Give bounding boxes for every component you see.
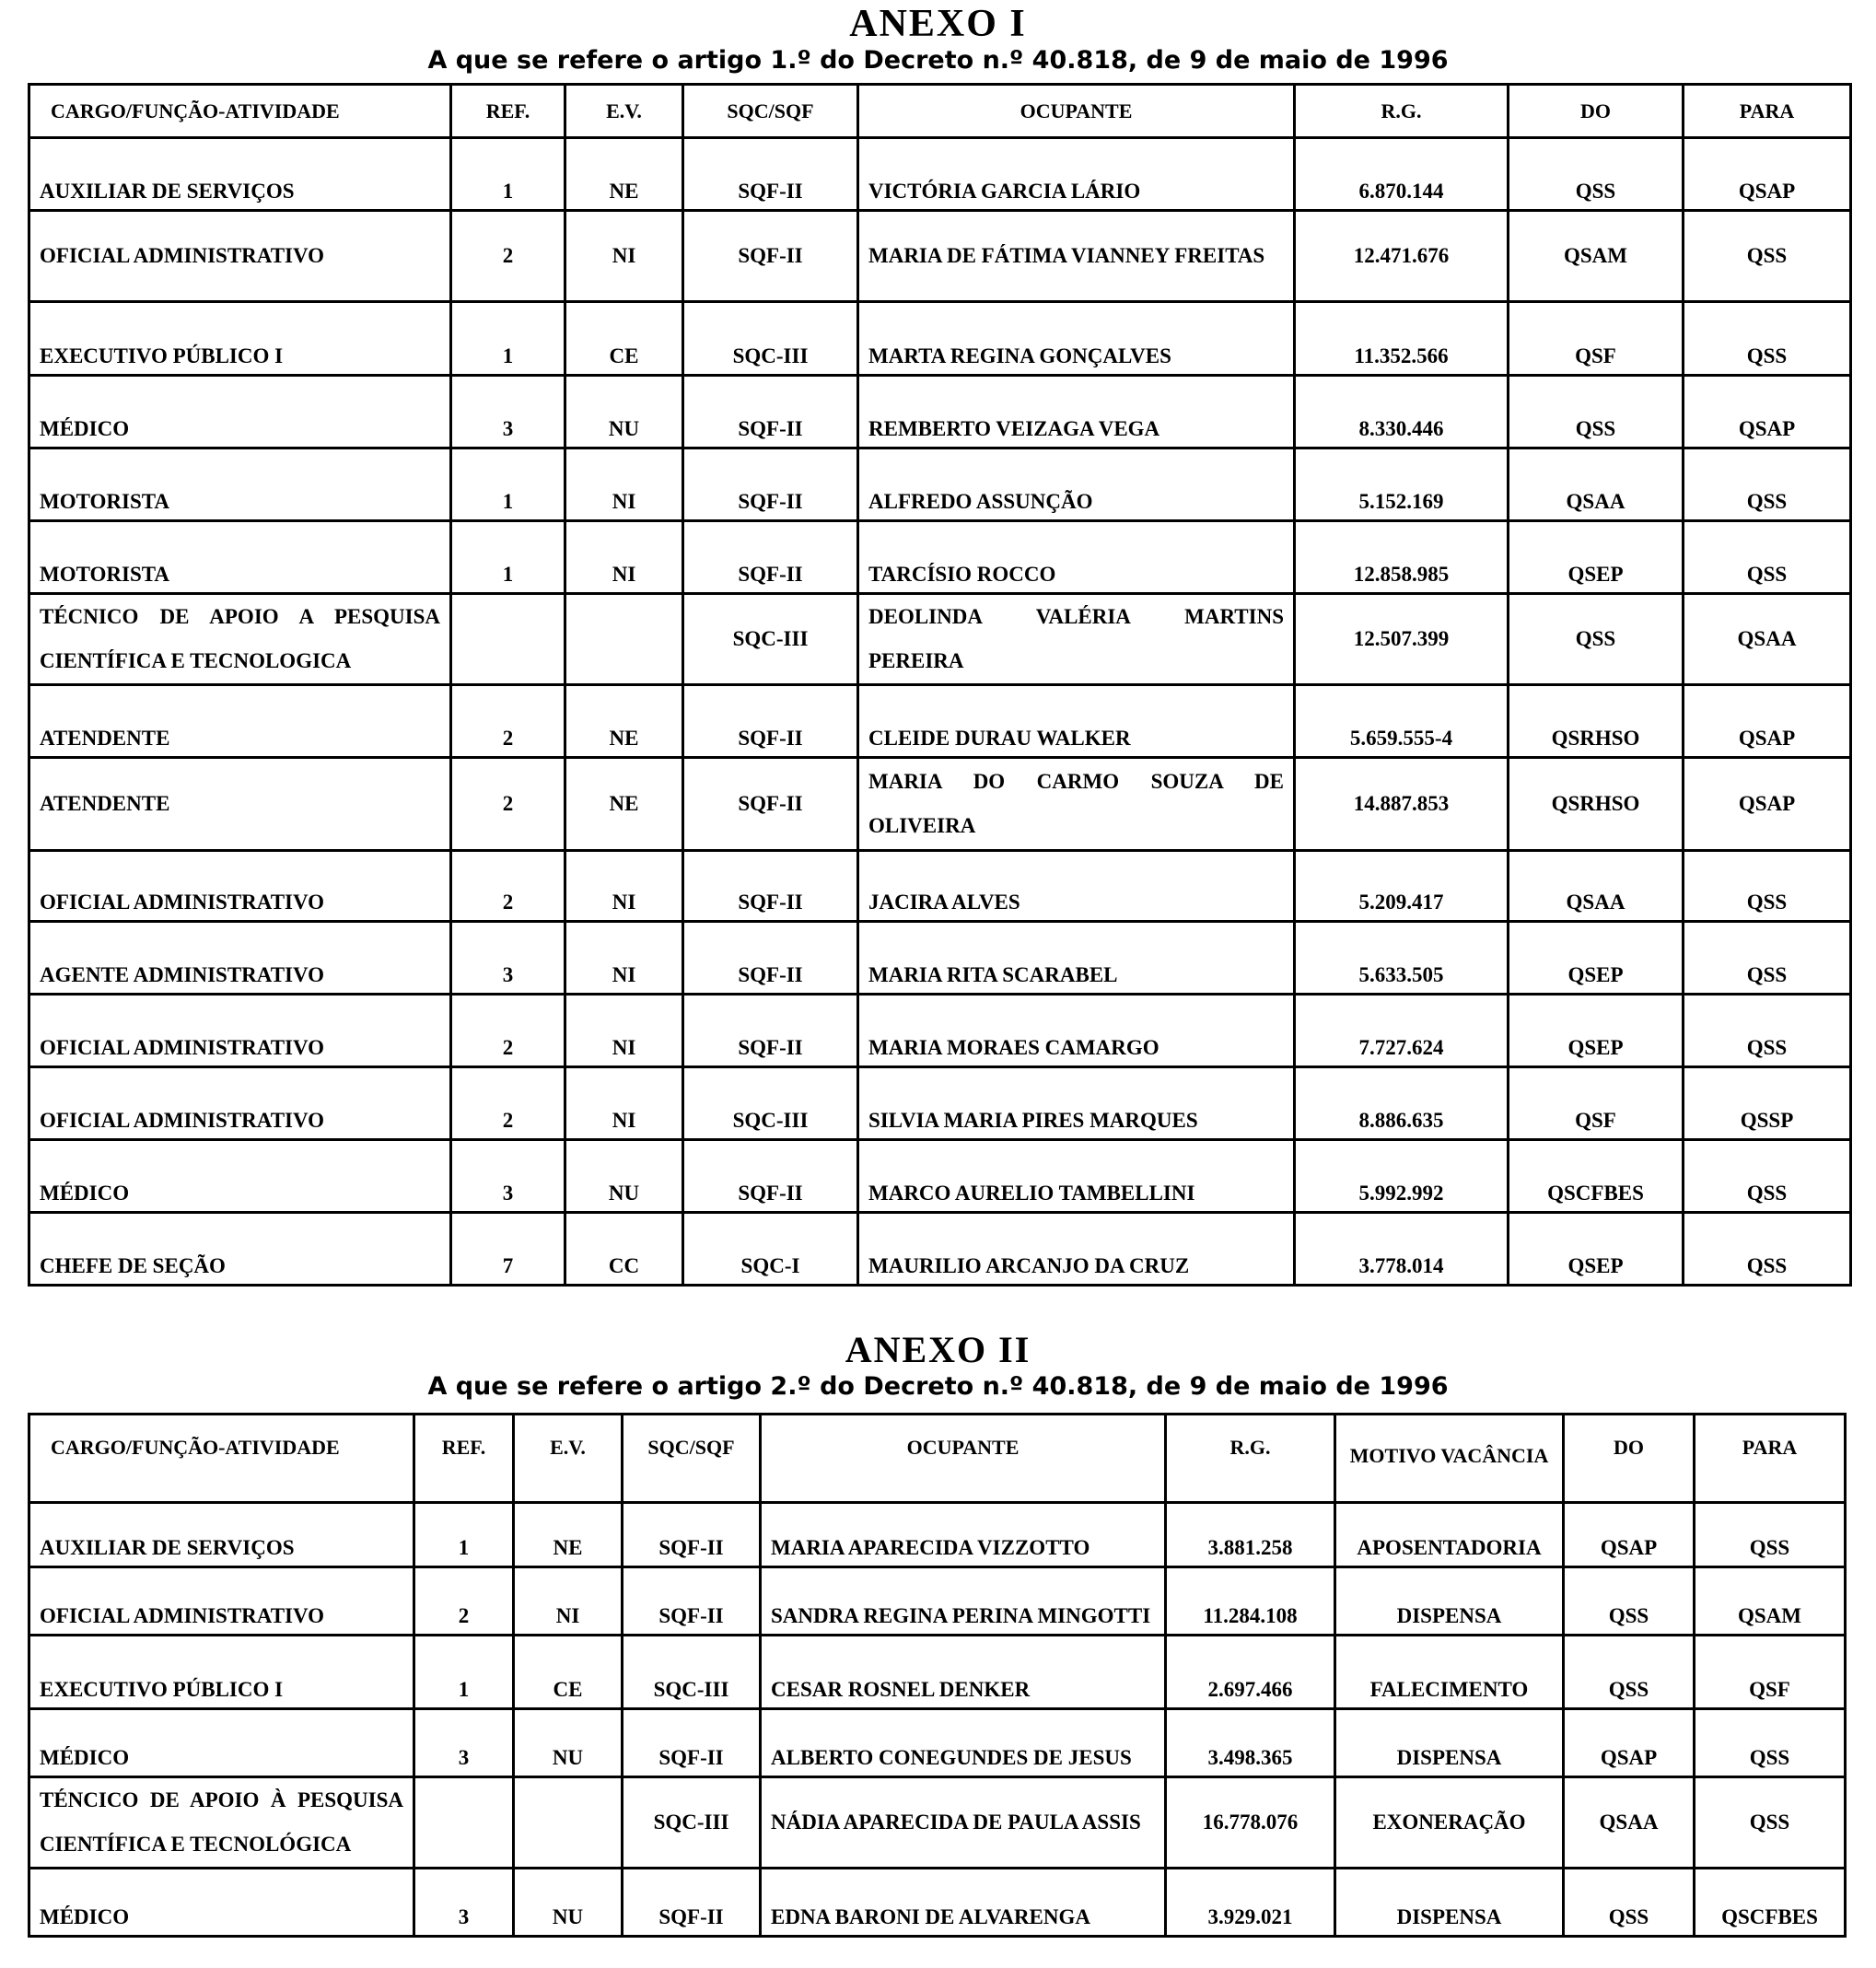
cell-ref: 7 bbox=[451, 1213, 565, 1286]
cell-ev: NI bbox=[565, 851, 683, 922]
cell-rg: 5.633.505 bbox=[1295, 922, 1509, 995]
cell-ref bbox=[414, 1777, 514, 1869]
cell-do: QSRHSO bbox=[1509, 685, 1684, 758]
cell-para: QSS bbox=[1684, 448, 1851, 521]
cell-sqc: SQF-II bbox=[683, 851, 858, 922]
cell-rg: 7.727.624 bbox=[1295, 995, 1509, 1067]
cell-sqc: SQC-III bbox=[623, 1636, 761, 1709]
annex2-table bbox=[28, 1413, 1847, 1938]
cell-ocupante: ALFREDO ASSUNÇÃO bbox=[858, 448, 1295, 521]
header-sqc: SQC/SQF bbox=[683, 85, 858, 138]
cell-sqc: SQF-II bbox=[683, 448, 858, 521]
cell-do: QSAM bbox=[1509, 211, 1684, 302]
cell-ev: NI bbox=[565, 922, 683, 995]
cell-do: QSS bbox=[1564, 1567, 1695, 1636]
cell-cargo: ATENDENTE bbox=[29, 758, 451, 851]
cell-ev bbox=[565, 594, 683, 685]
table-row bbox=[29, 1567, 1846, 1636]
cell-para: QSS bbox=[1684, 851, 1851, 922]
cell-do: QSS bbox=[1564, 1869, 1695, 1937]
cell-sqc: SQC-III bbox=[683, 594, 858, 685]
cell-para: QSCFBES bbox=[1695, 1869, 1846, 1937]
cell-para: QSS bbox=[1684, 1213, 1851, 1286]
cell-cargo: OFICIAL ADMINISTRATIVO bbox=[29, 211, 451, 302]
cell-ev: CC bbox=[565, 1213, 683, 1286]
cell-para: QSAA bbox=[1684, 594, 1851, 685]
cell-para: QSS bbox=[1695, 1503, 1846, 1567]
cell-ocupante: JACIRA ALVES bbox=[858, 851, 1295, 922]
cell-ref: 2 bbox=[451, 685, 565, 758]
cell-ocupante: TARCÍSIO ROCCO bbox=[858, 521, 1295, 594]
annex1-title: ANEXO I bbox=[849, 3, 1027, 45]
cell-rg: 12.471.676 bbox=[1295, 211, 1509, 302]
table-row bbox=[29, 376, 1851, 448]
annex2-title: ANEXO II bbox=[845, 1329, 1031, 1370]
cell-do: QSS bbox=[1509, 138, 1684, 211]
cell-motivo: APOSENTADORIA bbox=[1335, 1503, 1564, 1567]
cell-ocupante: EDNA BARONI DE ALVARENGA bbox=[761, 1869, 1166, 1937]
cell-sqc: SQC-III bbox=[623, 1777, 761, 1869]
cell-rg: 8.330.446 bbox=[1295, 376, 1509, 448]
cell-ev: NU bbox=[514, 1869, 623, 1937]
header-do: DO bbox=[1509, 85, 1684, 138]
cell-para: QSS bbox=[1684, 521, 1851, 594]
cell-ocupante: MARIA MORAES CAMARGO bbox=[858, 995, 1295, 1067]
cell-cargo: MÉDICO bbox=[29, 1140, 451, 1213]
cell-ocupante: MAURILIO ARCANJO DA CRUZ bbox=[858, 1213, 1295, 1286]
cell-ref: 2 bbox=[451, 211, 565, 302]
header-sqc: SQC/SQF bbox=[623, 1415, 761, 1503]
header-ref: REF. bbox=[414, 1415, 514, 1503]
table-row bbox=[29, 1213, 1851, 1286]
header-do: DO bbox=[1564, 1415, 1695, 1503]
cell-ref: 2 bbox=[451, 758, 565, 851]
cell-ocupante: MARTA REGINA GONÇALVES bbox=[858, 302, 1295, 376]
cell-ref: 1 bbox=[414, 1636, 514, 1709]
cell-ev: NE bbox=[565, 685, 683, 758]
cell-para: QSAP bbox=[1684, 758, 1851, 851]
cell-sqc: SQC-III bbox=[683, 302, 858, 376]
annex1-subtitle: A que se refere o artigo 1.º do Decreto n.º 40.818, de 9 de maio de 1996 bbox=[427, 46, 1449, 75]
cell-ocupante: CESAR ROSNEL DENKER bbox=[761, 1636, 1166, 1709]
cell-rg: 5.659.555-4 bbox=[1295, 685, 1509, 758]
cell-ocupante: NÁDIA APARECIDA DE PAULA ASSIS bbox=[761, 1777, 1166, 1869]
table-row bbox=[29, 448, 1851, 521]
cell-ocupante: SILVIA MARIA PIRES MARQUES bbox=[858, 1067, 1295, 1140]
cell-sqc: SQC-III bbox=[683, 1067, 858, 1140]
cell-cargo: AGENTE ADMINISTRATIVO bbox=[29, 922, 451, 995]
cell-para: QSAM bbox=[1695, 1567, 1846, 1636]
cell-ref: 2 bbox=[451, 851, 565, 922]
cell-ev: NU bbox=[565, 1140, 683, 1213]
cell-ev: NI bbox=[565, 995, 683, 1067]
cell-do: QSS bbox=[1509, 594, 1684, 685]
cell-do: QSAA bbox=[1564, 1777, 1695, 1869]
table-row bbox=[29, 1709, 1846, 1777]
cell-para: QSF bbox=[1695, 1636, 1846, 1709]
header-para: PARA bbox=[1695, 1415, 1846, 1503]
cell-do: QSRHSO bbox=[1509, 758, 1684, 851]
header-ocupante: OCUPANTE bbox=[858, 85, 1295, 138]
cell-sqc: SQF-II bbox=[683, 995, 858, 1067]
cell-para: QSAP bbox=[1684, 138, 1851, 211]
cell-do: QSEP bbox=[1509, 1213, 1684, 1286]
annex2-header-row bbox=[29, 1415, 1846, 1503]
cell-cargo: OFICIAL ADMINISTRATIVO bbox=[29, 1567, 414, 1636]
cell-ref: 2 bbox=[451, 1067, 565, 1140]
cell-do: QSF bbox=[1509, 302, 1684, 376]
cell-do: QSF bbox=[1509, 1067, 1684, 1140]
cell-ev: NI bbox=[565, 211, 683, 302]
header-ocupante: OCUPANTE bbox=[761, 1415, 1166, 1503]
cell-ocupante: MARCO AURELIO TAMBELLINI bbox=[858, 1140, 1295, 1213]
cell-ocupante: REMBERTO VEIZAGA VEGA bbox=[858, 376, 1295, 448]
cell-do: QSAA bbox=[1509, 851, 1684, 922]
header-ev: E.V. bbox=[565, 85, 683, 138]
header-rg: R.G. bbox=[1166, 1415, 1335, 1503]
table-row bbox=[29, 1869, 1846, 1937]
table-row bbox=[29, 851, 1851, 922]
cell-ocupante: SANDRA REGINA PERINA MINGOTTI bbox=[761, 1567, 1166, 1636]
cell-ref: 1 bbox=[451, 448, 565, 521]
cell-sqc: SQF-II bbox=[683, 521, 858, 594]
cell-ocupante: DEOLINDA VALÉRIA MARTINS PEREIRA bbox=[858, 594, 1295, 685]
header-cargo: CARGO/FUNÇÃO-ATIVIDADE bbox=[29, 1415, 414, 1503]
cell-ref: 1 bbox=[414, 1503, 514, 1567]
cell-sqc: SQF-II bbox=[623, 1503, 761, 1567]
cell-do: QSCFBES bbox=[1509, 1140, 1684, 1213]
cell-rg: 12.858.985 bbox=[1295, 521, 1509, 594]
header-ev: E.V. bbox=[514, 1415, 623, 1503]
cell-ev: NI bbox=[565, 1067, 683, 1140]
cell-cargo: MÉDICO bbox=[29, 376, 451, 448]
cell-para: QSS bbox=[1684, 302, 1851, 376]
table-row bbox=[29, 995, 1851, 1067]
cell-cargo: MOTORISTA bbox=[29, 521, 451, 594]
cell-sqc: SQF-II bbox=[623, 1709, 761, 1777]
cell-ev: CE bbox=[565, 302, 683, 376]
table-row bbox=[29, 211, 1851, 302]
header-para: PARA bbox=[1684, 85, 1851, 138]
cell-sqc: SQF-II bbox=[683, 211, 858, 302]
cell-motivo: DISPENSA bbox=[1335, 1567, 1564, 1636]
cell-para: QSS bbox=[1684, 922, 1851, 995]
cell-ocupante: MARIA DO CARMO SOUZA DE OLIVEIRA bbox=[858, 758, 1295, 851]
table-row bbox=[29, 1636, 1846, 1709]
cell-do: QSS bbox=[1509, 376, 1684, 448]
cell-motivo: EXONERAÇÃO bbox=[1335, 1777, 1564, 1869]
cell-ocupante: MARIA RITA SCARABEL bbox=[858, 922, 1295, 995]
annex1-header-row bbox=[29, 85, 1851, 138]
cell-ocupante: MARIA APARECIDA VIZZOTTO bbox=[761, 1503, 1166, 1567]
cell-ref: 3 bbox=[414, 1869, 514, 1937]
cell-motivo: DISPENSA bbox=[1335, 1869, 1564, 1937]
cell-ocupante: CLEIDE DURAU WALKER bbox=[858, 685, 1295, 758]
cell-rg: 3.881.258 bbox=[1166, 1503, 1335, 1567]
cell-rg: 3.778.014 bbox=[1295, 1213, 1509, 1286]
annex1-table bbox=[28, 83, 1852, 1287]
cell-sqc: SQF-II bbox=[623, 1567, 761, 1636]
cell-ref: 2 bbox=[451, 995, 565, 1067]
cell-ref: 3 bbox=[451, 376, 565, 448]
cell-do: QSAP bbox=[1564, 1709, 1695, 1777]
table-row bbox=[29, 138, 1851, 211]
cell-cargo: EXECUTIVO PÚBLICO I bbox=[29, 1636, 414, 1709]
table-row bbox=[29, 1777, 1846, 1869]
cell-sqc: SQF-II bbox=[683, 376, 858, 448]
cell-rg: 5.992.992 bbox=[1295, 1140, 1509, 1213]
cell-cargo: MOTORISTA bbox=[29, 448, 451, 521]
cell-ref: 3 bbox=[414, 1709, 514, 1777]
header-motivo: MOTIVO VACÂNCIA bbox=[1335, 1415, 1564, 1503]
cell-motivo: DISPENSA bbox=[1335, 1709, 1564, 1777]
cell-cargo: TÉCNICO DE APOIO A PESQUISA CIENTÍFICA E TECNOLOGICA bbox=[29, 594, 451, 685]
cell-ocupante: MARIA DE FÁTIMA VIANNEY FREITAS bbox=[858, 211, 1295, 302]
table-row bbox=[29, 1140, 1851, 1213]
header-ref: REF. bbox=[451, 85, 565, 138]
cell-ocupante: ALBERTO CONEGUNDES DE JESUS bbox=[761, 1709, 1166, 1777]
cell-ev bbox=[514, 1777, 623, 1869]
cell-rg: 11.352.566 bbox=[1295, 302, 1509, 376]
cell-do: QSEP bbox=[1509, 922, 1684, 995]
cell-cargo: MÉDICO bbox=[29, 1709, 414, 1777]
cell-para: QSS bbox=[1684, 995, 1851, 1067]
table-row bbox=[29, 1503, 1846, 1567]
cell-ref: 1 bbox=[451, 521, 565, 594]
table-row bbox=[29, 521, 1851, 594]
cell-cargo: OFICIAL ADMINISTRATIVO bbox=[29, 851, 451, 922]
table-row bbox=[29, 758, 1851, 851]
cell-sqc: SQF-II bbox=[683, 1140, 858, 1213]
header-cargo: CARGO/FUNÇÃO-ATIVIDADE bbox=[29, 85, 451, 138]
cell-rg: 3.929.021 bbox=[1166, 1869, 1335, 1937]
cell-ev: NE bbox=[565, 138, 683, 211]
cell-ev: CE bbox=[514, 1636, 623, 1709]
cell-rg: 11.284.108 bbox=[1166, 1567, 1335, 1636]
cell-rg: 5.209.417 bbox=[1295, 851, 1509, 922]
cell-ev: NU bbox=[565, 376, 683, 448]
cell-rg: 16.778.076 bbox=[1166, 1777, 1335, 1869]
annex2-subtitle: A que se refere o artigo 2.º do Decreto n.º 40.818, de 9 de maio de 1996 bbox=[427, 1372, 1449, 1401]
cell-ref: 1 bbox=[451, 302, 565, 376]
cell-rg: 3.498.365 bbox=[1166, 1709, 1335, 1777]
cell-para: QSS bbox=[1684, 1140, 1851, 1213]
cell-para: QSS bbox=[1684, 211, 1851, 302]
cell-sqc: SQF-II bbox=[683, 758, 858, 851]
header-rg: R.G. bbox=[1295, 85, 1509, 138]
cell-do: QSAP bbox=[1564, 1503, 1695, 1567]
cell-ref: 1 bbox=[451, 138, 565, 211]
cell-rg: 2.697.466 bbox=[1166, 1636, 1335, 1709]
cell-do: QSS bbox=[1564, 1636, 1695, 1709]
cell-sqc: SQF-II bbox=[683, 138, 858, 211]
cell-cargo: AUXILIAR DE SERVIÇOS bbox=[29, 1503, 414, 1567]
table-row bbox=[29, 685, 1851, 758]
cell-para: QSSP bbox=[1684, 1067, 1851, 1140]
cell-ev: NI bbox=[514, 1567, 623, 1636]
cell-ref: 3 bbox=[451, 922, 565, 995]
cell-sqc: SQF-II bbox=[683, 922, 858, 995]
cell-ev: NE bbox=[514, 1503, 623, 1567]
cell-para: QSS bbox=[1695, 1709, 1846, 1777]
table-row bbox=[29, 594, 1851, 685]
cell-cargo: ATENDENTE bbox=[29, 685, 451, 758]
cell-sqc: SQF-II bbox=[683, 685, 858, 758]
cell-ev: NE bbox=[565, 758, 683, 851]
cell-ev: NU bbox=[514, 1709, 623, 1777]
cell-sqc: SQC-I bbox=[683, 1213, 858, 1286]
cell-para: QSAP bbox=[1684, 376, 1851, 448]
cell-sqc: SQF-II bbox=[623, 1869, 761, 1937]
cell-para: QSAP bbox=[1684, 685, 1851, 758]
cell-rg: 8.886.635 bbox=[1295, 1067, 1509, 1140]
cell-cargo: OFICIAL ADMINISTRATIVO bbox=[29, 1067, 451, 1140]
cell-cargo: CHEFE DE SEÇÃO bbox=[29, 1213, 451, 1286]
cell-motivo: FALECIMENTO bbox=[1335, 1636, 1564, 1709]
cell-ref: 3 bbox=[451, 1140, 565, 1213]
cell-do: QSEP bbox=[1509, 995, 1684, 1067]
cell-ocupante: VICTÓRIA GARCIA LÁRIO bbox=[858, 138, 1295, 211]
cell-do: QSEP bbox=[1509, 521, 1684, 594]
cell-ev: NI bbox=[565, 448, 683, 521]
cell-cargo: TÉNCICO DE APOIO À PESQUISA CIENTÍFICA E TECNOLÓGICA bbox=[29, 1777, 414, 1869]
cell-ref bbox=[451, 594, 565, 685]
cell-para: QSS bbox=[1695, 1777, 1846, 1869]
cell-rg: 12.507.399 bbox=[1295, 594, 1509, 685]
table-row bbox=[29, 922, 1851, 995]
cell-rg: 5.152.169 bbox=[1295, 448, 1509, 521]
cell-ev: NI bbox=[565, 521, 683, 594]
cell-rg: 14.887.853 bbox=[1295, 758, 1509, 851]
cell-do: QSAA bbox=[1509, 448, 1684, 521]
table-row bbox=[29, 1067, 1851, 1140]
cell-cargo: MÉDICO bbox=[29, 1869, 414, 1937]
cell-ref: 2 bbox=[414, 1567, 514, 1636]
table-row bbox=[29, 302, 1851, 376]
cell-cargo: EXECUTIVO PÚBLICO I bbox=[29, 302, 451, 376]
cell-cargo: AUXILIAR DE SERVIÇOS bbox=[29, 138, 451, 211]
cell-rg: 6.870.144 bbox=[1295, 138, 1509, 211]
cell-cargo: OFICIAL ADMINISTRATIVO bbox=[29, 995, 451, 1067]
